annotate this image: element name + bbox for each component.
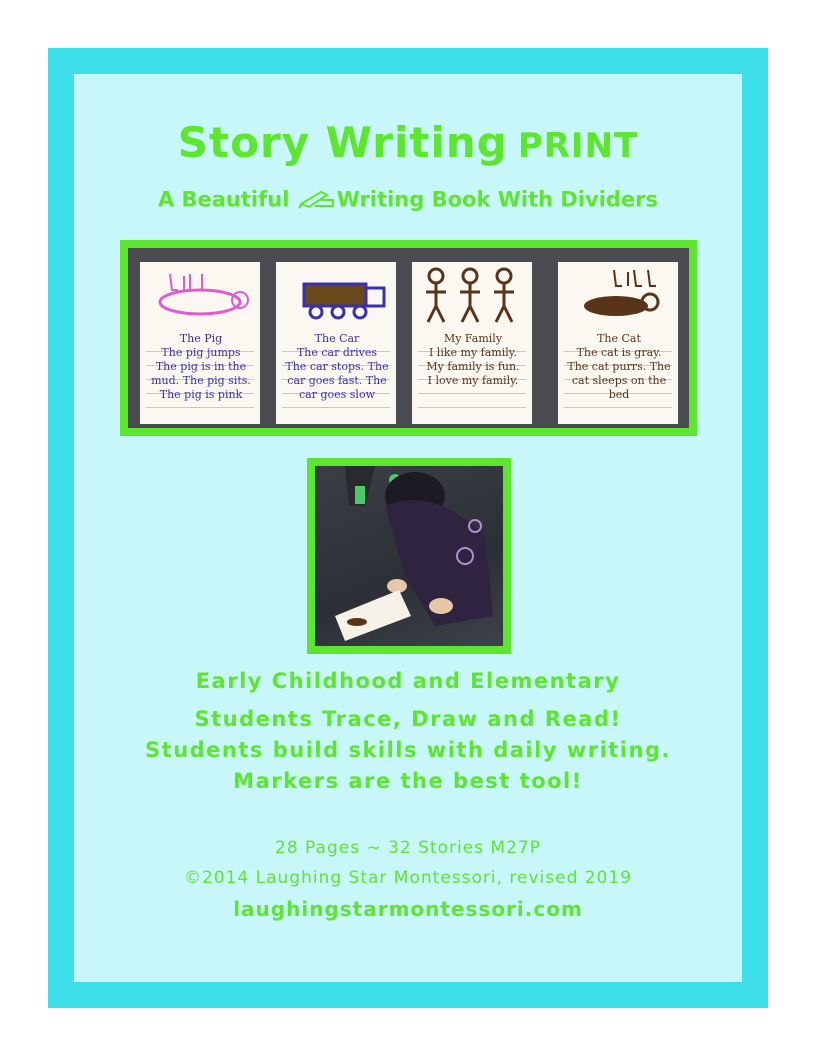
story-card xyxy=(140,262,260,424)
child-writing-photo xyxy=(307,458,511,654)
card-text: The Cat The cat is gray. The cat purrs. The cat sleeps on the bed xyxy=(567,332,671,401)
feature-line: Students Trace, Draw and Read! xyxy=(194,707,622,731)
story-pages-photo xyxy=(120,240,697,436)
copyright-line: ©2014 Laughing Star Montessori, revised 2019 xyxy=(183,868,633,888)
subtitle xyxy=(0,186,816,215)
page-title xyxy=(0,118,816,167)
title-suffix: PRINT xyxy=(517,126,639,166)
story-card xyxy=(276,262,396,424)
writing-hand-icon xyxy=(297,186,337,215)
pages-line: 28 Pages ~ 32 Stories M27P xyxy=(275,838,541,858)
title-main: Story Writing xyxy=(177,118,508,167)
subtitle-after: Writing Book With Dividers xyxy=(336,187,659,212)
card-text: The Pig The pig jumps The pig is in the mud. The pig sits. The pig is pink xyxy=(151,332,251,401)
feature-line: Students build skills with daily writing. xyxy=(145,738,671,762)
card-text: The Car The car drives The car stops. The car goes fast. The car goes slow xyxy=(285,332,389,401)
story-card xyxy=(412,262,532,424)
story-card xyxy=(558,262,678,424)
website-link[interactable]: laughingstarmontessori.com xyxy=(233,897,583,921)
card-text: My Family I like my family. My family is fun. I love my family. xyxy=(426,332,520,387)
audience-line: Early Childhood and Elementary xyxy=(195,669,621,693)
feature-line: Markers are the best tool! xyxy=(233,769,583,793)
subtitle-before: A Beautiful xyxy=(157,187,290,212)
